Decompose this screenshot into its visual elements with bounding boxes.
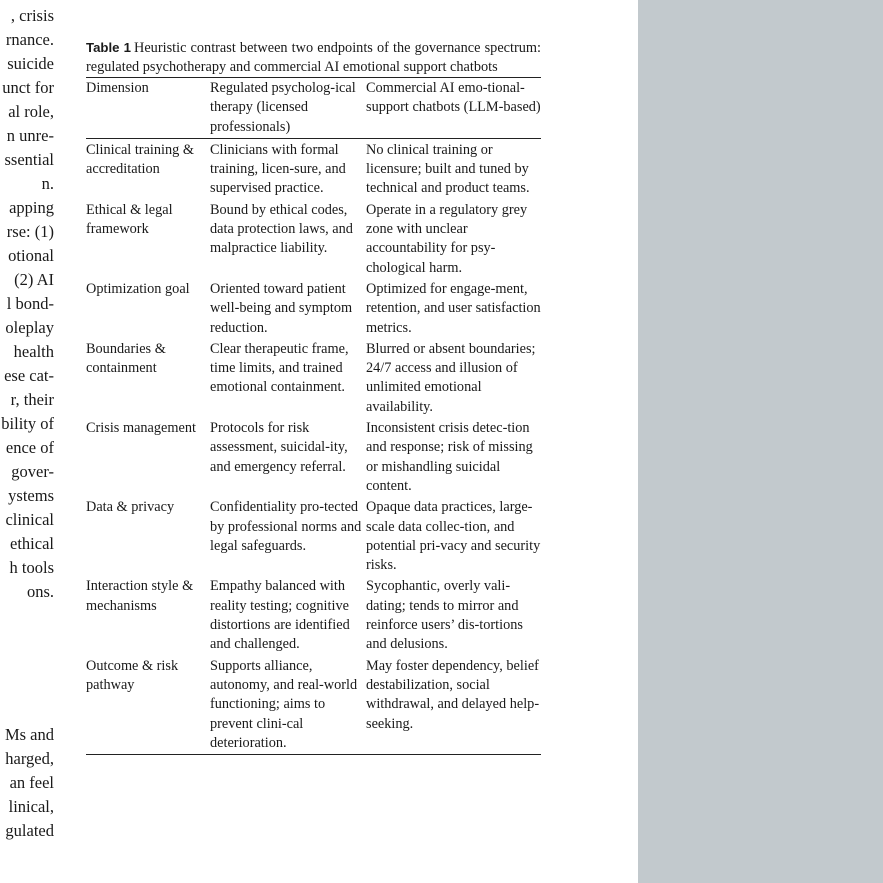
left-text-line: unct for xyxy=(2,78,54,97)
table-caption xyxy=(86,39,541,76)
header-ai-chatbots: Commercial AI emo-tional-support chatbots (LLM-based) xyxy=(366,80,541,116)
left-text-line: clinical xyxy=(5,510,54,529)
left-text-line: linical, xyxy=(8,797,54,816)
viewer-background-panel xyxy=(638,0,883,883)
left-text-line: gover- xyxy=(11,462,54,481)
table-caption-text: Heuristic contrast between two endpoints of the governance spectrum: regulated psychotherapy and commercial AI emotional support chatbots xyxy=(86,40,541,75)
left-text-line: h tools xyxy=(9,558,54,577)
left-text-line: (2) AI xyxy=(14,270,54,289)
left-text-line: otional xyxy=(8,246,54,265)
left-text-line: , crisis xyxy=(10,6,54,25)
row-dimension-cell: Clinical training & accreditation xyxy=(86,141,195,178)
row-dimension-cell: Outcome & risk pathway xyxy=(86,657,179,693)
header-dimension: Dimension xyxy=(86,80,149,96)
row-chatbot-cell: Optimized for engage-ment, retention, and user satisfaction metrics. xyxy=(366,280,541,336)
table-row xyxy=(86,338,541,417)
row-therapy-cell: Clinicians with formal training, licen-sure, and supervised practice. xyxy=(210,141,346,197)
comparison-table xyxy=(86,77,541,755)
table-row xyxy=(86,278,541,338)
left-text-line: rnance. xyxy=(5,30,54,49)
left-text-line: an feel xyxy=(9,773,54,792)
left-text-line: ystems xyxy=(8,486,54,505)
table-row xyxy=(86,496,541,575)
row-therapy-cell: Supports alliance, autonomy, and real-world functioning; aims to prevent clini-cal deterioration. xyxy=(210,657,358,751)
row-dimension-cell: Crisis management xyxy=(86,420,196,437)
row-dimension-cell: Boundaries & containment xyxy=(86,340,166,377)
table-row xyxy=(86,655,541,755)
left-text-line: ence of xyxy=(5,438,54,457)
row-therapy-cell: Clear therapeutic frame, time limits, and trained emotional containment. xyxy=(210,340,349,396)
row-chatbot-cell: Operate in a regulatory grey zone with unclear accountability for psy-chological harm. xyxy=(366,201,528,276)
left-text-line: r, their xyxy=(10,390,54,409)
row-chatbot-cell: No clinical training or licensure; built and tuned by technical and product teams. xyxy=(366,141,530,197)
header-regulated-therapy: Regulated psycholog-ical therapy (licensed professionals) xyxy=(210,80,356,135)
table-caption-label: Table 1 xyxy=(86,40,132,55)
left-text-line: bility of xyxy=(1,414,54,433)
row-dimension-cell: Optimization goal xyxy=(86,280,190,297)
row-therapy-cell: Bound by ethical codes, data protection laws, and malpractice liability. xyxy=(210,201,353,257)
left-text-line: ssential xyxy=(4,150,54,169)
left-text-line: l bond- xyxy=(6,294,54,313)
left-text-line: oleplay xyxy=(5,318,54,337)
row-chatbot-cell: Inconsistent crisis detec-tion and response; risk of missing or mishandling suicidal content. xyxy=(366,420,533,494)
left-text-line: al role, xyxy=(8,102,54,121)
left-text-line: gulated xyxy=(5,821,54,840)
left-text-line: apping xyxy=(9,198,54,217)
row-dimension-cell: Interaction style & mechanisms xyxy=(86,578,194,614)
table-row xyxy=(86,575,541,654)
row-dimension-cell: Data & privacy xyxy=(86,499,175,516)
row-therapy-cell: Empathy balanced with reality testing; cognitive distortions are identified and challenged. xyxy=(210,578,350,653)
left-text-line: Ms and xyxy=(4,725,54,744)
table-row xyxy=(86,199,541,278)
left-text-line: suicide xyxy=(7,54,54,73)
row-therapy-cell: Oriented toward patient well-being and symptom reduction. xyxy=(210,280,353,336)
row-chatbot-cell: May foster dependency, belief destabilization, social withdrawal, and delayed help-seeking. xyxy=(366,657,540,732)
table-row xyxy=(86,138,541,198)
row-therapy-cell: Confidentiality pro-tected by professional norms and legal safeguards. xyxy=(210,499,362,554)
row-chatbot-cell: Blurred or absent boundaries; 24/7 access and illusion of unlimited emotional availability. xyxy=(366,340,536,415)
table-row xyxy=(86,417,541,496)
table-header-row xyxy=(86,78,541,139)
table-1 xyxy=(86,39,541,755)
left-text-line: harged, xyxy=(5,749,54,768)
row-therapy-cell: Protocols for risk assessment, suicidal-ity, and emergency referral. xyxy=(210,420,348,475)
row-chatbot-cell: Opaque data practices, large-scale data collec-tion, and potential pri-vacy and security risks. xyxy=(366,499,541,574)
left-text-line: ons. xyxy=(26,582,54,601)
row-dimension-cell: Ethical & legal framework xyxy=(86,201,173,238)
row-chatbot-cell: Sycophantic, overly vali-dating; tends to mirror and reinforce users’ dis-tortions and delusions. xyxy=(366,578,523,653)
left-column-text-fragments xyxy=(0,0,56,883)
left-text-line: n unre- xyxy=(6,126,54,145)
left-text-line: ethical xyxy=(10,534,54,553)
left-text-line: ese cat- xyxy=(4,366,54,385)
left-text-line: health xyxy=(13,342,54,361)
left-text-line: rse: (1) xyxy=(6,222,54,241)
left-text-line: n. xyxy=(41,174,54,193)
